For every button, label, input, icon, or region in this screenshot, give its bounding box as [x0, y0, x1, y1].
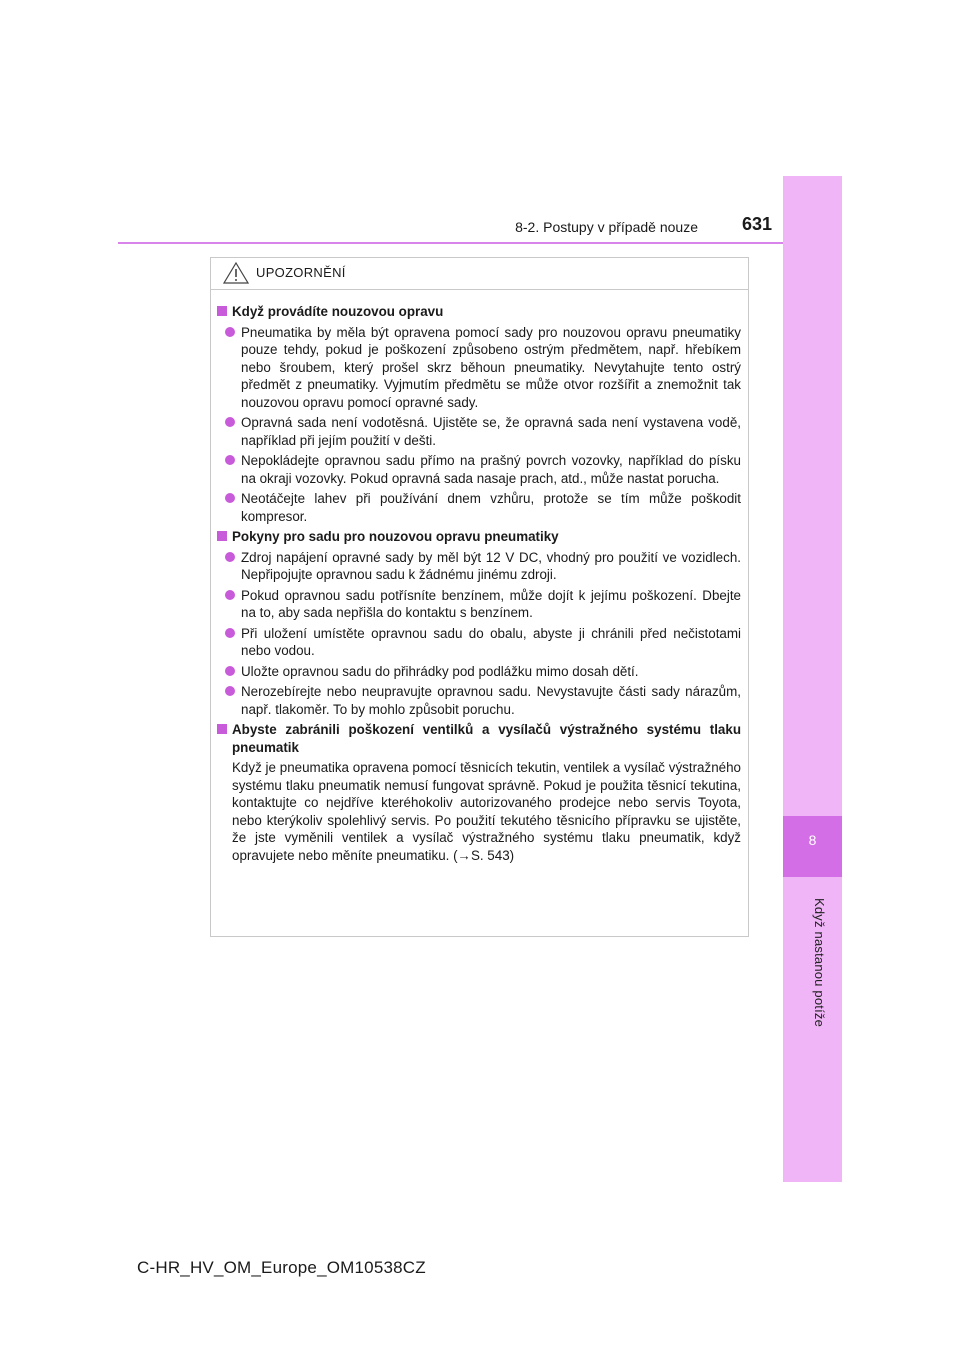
round-bullet-icon: [225, 552, 235, 562]
list-item: Neotáčejte lahev při používání dnem vzhůru, protože se tím může poškodit kompresor.: [217, 490, 741, 525]
document-code: C-HR_HV_OM_Europe_OM10538CZ: [137, 1258, 426, 1277]
chapter-number-tab[interactable]: [783, 816, 842, 877]
warning-title: UPOZORNĚNÍ: [256, 265, 346, 280]
section-heading: Abyste zabránili poškození ventilků a vysílačů výstražného systému tlaku pneumatik: [217, 721, 741, 756]
round-bullet-icon: [225, 327, 235, 337]
list-item: Pneumatika by měla být opravena pomocí sady pro nouzovou opravu pneumatiky pouze tehdy, pokud je poškození způsobeno ostrým předmětem, např. hřebíkem nebo šroubem, který prošel skrz běhoun pneumatiky. Nevytahujte tento ostrý předmět z pneumatiky. Vyjmutím předmětu se může otvor rozšířit a znemožnit tak nouzovou opravu pomocí opravné sady.: [217, 324, 741, 412]
list-item: Nerozebírejte nebo neupravujte opravnou sadu. Nevystavujte části sady nárazům, např. tlakoměr. To by mohlo způsobit poruchu.: [217, 683, 741, 718]
list-item: Při uložení umístěte opravnou sadu do obalu, abyste ji chránili před nečistotami nebo vodou.: [217, 625, 741, 660]
list-item: Nepokládejte opravnou sadu přímo na prašný povrch vozovky, například do písku na okraji vozovky. Pokud opravná sada nasaje prach, atd., může nastat porucha.: [217, 452, 741, 487]
list-item: Zdroj napájení opravné sady by měl být 12 V DC, vhodný pro použití ve vozidlech. Nepřipojujte opravnou sadu k žádnému jinému zdroji.: [217, 549, 741, 584]
section-heading: Pokyny pro sadu pro nouzovou opravu pneumatiky: [217, 528, 741, 546]
list-item: Opravná sada není vodotěsná. Ujistěte se, že opravná sada není vystavena vodě, například při jejím použití v dešti.: [217, 414, 741, 449]
square-bullet-icon: [217, 306, 227, 316]
warning-box: [210, 257, 749, 937]
round-bullet-icon: [225, 493, 235, 503]
round-bullet-icon: [225, 455, 235, 465]
section-paragraph: Když je pneumatika opravena pomocí těsnicích tekutin, ventilek a vysílač výstražného systému tlaku pneumatik nemusí fungovat správně. Pokud je použita těsnicí tekutina, kontaktujte co nejdříve kteréhokoliv autorizovaného prodejce nebo servis Toyota, nebo kterýkoliv spolehlivý servis. Po použití tekutého těsnicího přípravku se ujistěte, že jste vyměnili ventilek a vysílač výstražného systému tlaku pneumatik, když opravujete nebo měníte pneumatiku. (→S. 543): [232, 760, 741, 863]
chapter-title: Když nastanou potíže: [812, 898, 827, 1028]
round-bullet-icon: [225, 417, 235, 427]
section-heading: Když provádíte nouzovou opravu: [217, 303, 741, 321]
warning-body: [211, 290, 748, 864]
chapter-number: 8: [808, 832, 817, 848]
list-item: Pokud opravnou sadu potřísníte benzínem, může dojít k jejímu poškození. Dbejte na to, aby sada nepřišla do kontaktu s benzínem.: [217, 587, 741, 622]
chapter-side-tab: [783, 176, 842, 1182]
round-bullet-icon: [225, 666, 235, 676]
warning-header: [211, 258, 748, 290]
round-bullet-icon: [225, 628, 235, 638]
warning-triangle-icon: [223, 262, 249, 289]
section-title: 8-2. Postupy v případě nouze: [515, 219, 698, 235]
round-bullet-icon: [225, 590, 235, 600]
list-item: Uložte opravnou sadu do přihrádky pod podlážku mimo dosah dětí.: [217, 663, 741, 681]
header-rule: [118, 242, 783, 244]
page-number: 631: [742, 214, 773, 234]
round-bullet-icon: [225, 686, 235, 696]
square-bullet-icon: [217, 531, 227, 541]
square-bullet-icon: [217, 724, 227, 734]
